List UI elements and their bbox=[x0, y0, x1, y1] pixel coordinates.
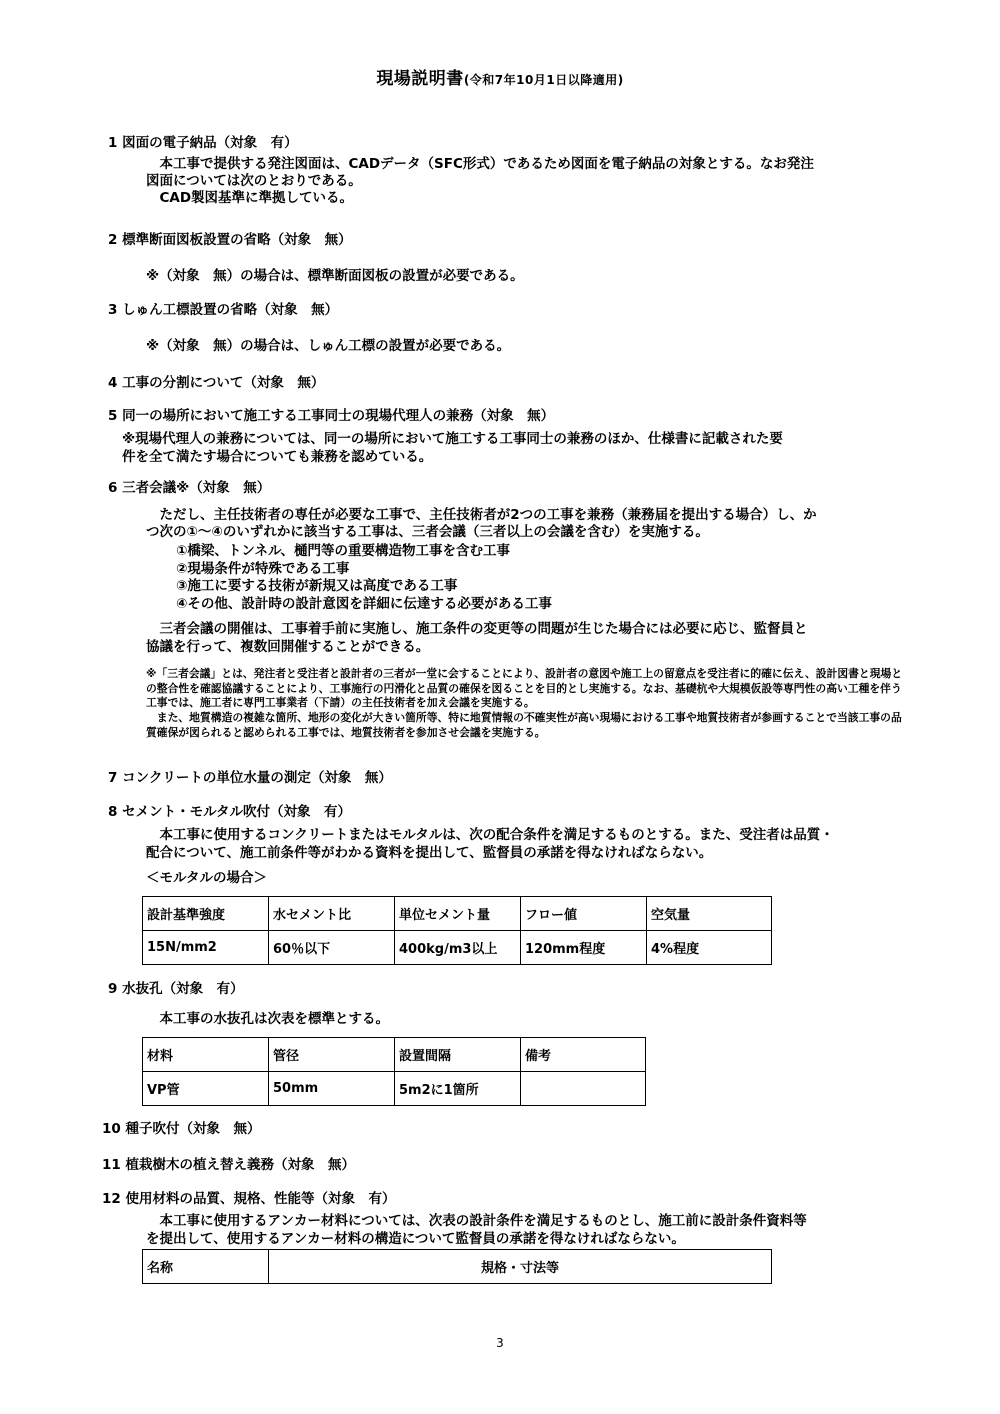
title-subtitle: (令和7年10月1日以降適用) bbox=[463, 73, 624, 87]
table-row bbox=[143, 931, 772, 965]
section-8-line-1: 本工事に使用するコンクリートまたはモルタルは、次の配合条件を満足するものとする。また、受注者は品質・ bbox=[146, 827, 834, 843]
table-cell: VP管 bbox=[143, 1072, 269, 1106]
table-cell: 50mm bbox=[269, 1072, 395, 1106]
section-6-item: ③施工に要する技術が新規又は高度である工事 bbox=[176, 578, 458, 594]
section-4-heading: 4 工事の分割について（対象 無） bbox=[108, 375, 325, 391]
section-6-item: ①橋梁、トンネル、樋門等の重要構造物工事を含む工事 bbox=[176, 543, 510, 559]
section-5-heading: 5 同一の場所において施工する工事同士の現場代理人の兼務（対象 無） bbox=[108, 408, 555, 424]
section-8-line-2: 配合について、施工前条件等がわかる資料を提出して、監督員の承諾を得なければならない。 bbox=[146, 845, 713, 861]
section-6-footnote-1: ※「三者会議」とは、発注者と受注者と設計者の三者が一堂に会することにより、設計者の意図や施工上の留意点を受注者に的確に伝え、設計図書と現場との整合性を確認協議することにより、工事施行の円滑化と品質の確保を図ることを目的とし実施する。なお、基礎杭や大規模仮設等専門性の高い工種を伴う工事では、施工者に専門工事業者（下請）の主任技術者を加え会議を実施する。 bbox=[146, 667, 903, 709]
section-6-line-2: つ次の①～④のいずれかに該当する工事は、三者会議（三者以上の会議を含む）を実施する。 bbox=[146, 524, 709, 540]
table-header-row bbox=[143, 897, 772, 931]
section-6-item: ②現場条件が特殊である工事 bbox=[176, 561, 350, 577]
section-6-heading: 6 三者会議※（対象 無） bbox=[108, 480, 271, 496]
document-title bbox=[0, 64, 1000, 89]
table-cell: 4%程度 bbox=[647, 931, 772, 965]
section-3-note: ※（対象 無）の場合は、しゅん工標の設置が必要である。 bbox=[146, 338, 511, 354]
table-header-cell: 名称 bbox=[143, 1250, 269, 1284]
section-1-line-1: 本工事で提供する発注図面は、CADデータ（SFC形式）であるため図面を電子納品の対象とする。なお発注 bbox=[146, 156, 814, 172]
table-header-cell: 設計基準強度 bbox=[143, 897, 269, 931]
section-6-line-4: 協議を行って、複数回開催することができる。 bbox=[146, 639, 430, 655]
mortar-table-caption: ＜モルタルの場合＞ bbox=[146, 870, 267, 886]
page-number: 3 bbox=[496, 1336, 504, 1350]
mortar-table bbox=[142, 896, 772, 965]
table-cell: 5m2に1箇所 bbox=[395, 1072, 521, 1106]
section-6-item: ④その他、設計時の設計意図を詳細に伝達する必要がある工事 bbox=[176, 596, 552, 612]
table-header-cell: 空気量 bbox=[647, 897, 772, 931]
section-1-heading: 1 図面の電子納品（対象 有） bbox=[108, 135, 298, 151]
table-header-cell: 規格・寸法等 bbox=[269, 1250, 772, 1284]
table-header-cell: 備考 bbox=[521, 1038, 646, 1072]
section-2-note: ※（対象 無）の場合は、標準断面図板の設置が必要である。 bbox=[146, 268, 524, 284]
table-header-cell: 材料 bbox=[143, 1038, 269, 1072]
table-row bbox=[143, 1072, 646, 1106]
section-7-heading: 7 コンクリートの単位水量の測定（対象 無） bbox=[108, 770, 392, 786]
table-header-cell: 水セメント比 bbox=[269, 897, 395, 931]
section-12-line-2: を提出して、使用するアンカー材料の構造について監督員の承諾を得なければならない。 bbox=[146, 1231, 685, 1247]
section-11-heading: 11 植栽樹木の植え替え義務（対象 無） bbox=[102, 1157, 355, 1173]
title-main: 現場説明書 bbox=[376, 69, 464, 89]
table-cell bbox=[521, 1072, 646, 1106]
table-header-cell: フロー値 bbox=[521, 897, 647, 931]
section-3-heading: 3 しゅん工標設置の省略（対象 無） bbox=[108, 302, 339, 318]
section-1-line-3: CAD製図基準に準拠している。 bbox=[146, 190, 354, 206]
section-6-line-1: ただし、主任技術者の専任が必要な工事で、主任技術者が2つの工事を兼務（兼務届を提出する場合）し、か bbox=[146, 507, 817, 523]
table-header-row bbox=[143, 1250, 772, 1284]
table-cell: 400kg/m3以上 bbox=[395, 931, 521, 965]
table-cell: 15N/mm2 bbox=[143, 931, 269, 965]
section-5-line-1: ※現場代理人の兼務については、同一の場所において施工する工事同士の兼務のほか、仕様書に記載された要 bbox=[122, 431, 783, 447]
table-header-cell: 単位セメント量 bbox=[395, 897, 521, 931]
table-header-cell: 設置間隔 bbox=[395, 1038, 521, 1072]
table-header-row bbox=[143, 1038, 646, 1072]
section-6-footnote-2: また、地質構造の複雑な箇所、地形の変化が大きい箇所等、特に地質情報の不確実性が高い現場における工事や地質技術者が参画することで当該工事の品質確保が図られると認められる工事では、地質技術者を参加させ会議を実施する。 bbox=[146, 711, 902, 739]
drain-hole-table bbox=[142, 1037, 646, 1106]
section-12-line-1: 本工事に使用するアンカー材料については、次表の設計条件を満足するものとし、施工前に設計条件資料等 bbox=[146, 1213, 807, 1229]
section-12-heading: 12 使用材料の品質、規格、性能等（対象 有） bbox=[102, 1191, 396, 1207]
section-2-heading: 2 標準断面図板設置の省略（対象 無） bbox=[108, 232, 352, 248]
section-8-heading: 8 セメント・モルタル吹付（対象 有） bbox=[108, 804, 352, 820]
section-5-line-2: 件を全て満たす場合についても兼務を認めている。 bbox=[122, 449, 433, 465]
section-9-heading: 9 水抜孔（対象 有） bbox=[108, 981, 244, 997]
table-cell: 60％以下 bbox=[269, 931, 395, 965]
section-10-heading: 10 種子吹付（対象 無） bbox=[102, 1121, 261, 1137]
anchor-material-table bbox=[142, 1249, 772, 1284]
section-1-line-2: 図面については次のとおりである。 bbox=[146, 173, 362, 189]
section-6-line-3: 三者会議の開催は、工事着手前に実施し、施工条件の変更等の問題が生じた場合には必要に応じ、監督員と bbox=[146, 621, 808, 637]
table-header-cell: 管径 bbox=[269, 1038, 395, 1072]
table-cell: 120mm程度 bbox=[521, 931, 647, 965]
section-9-line-1: 本工事の水抜孔は次表を標準とする。 bbox=[146, 1011, 389, 1027]
